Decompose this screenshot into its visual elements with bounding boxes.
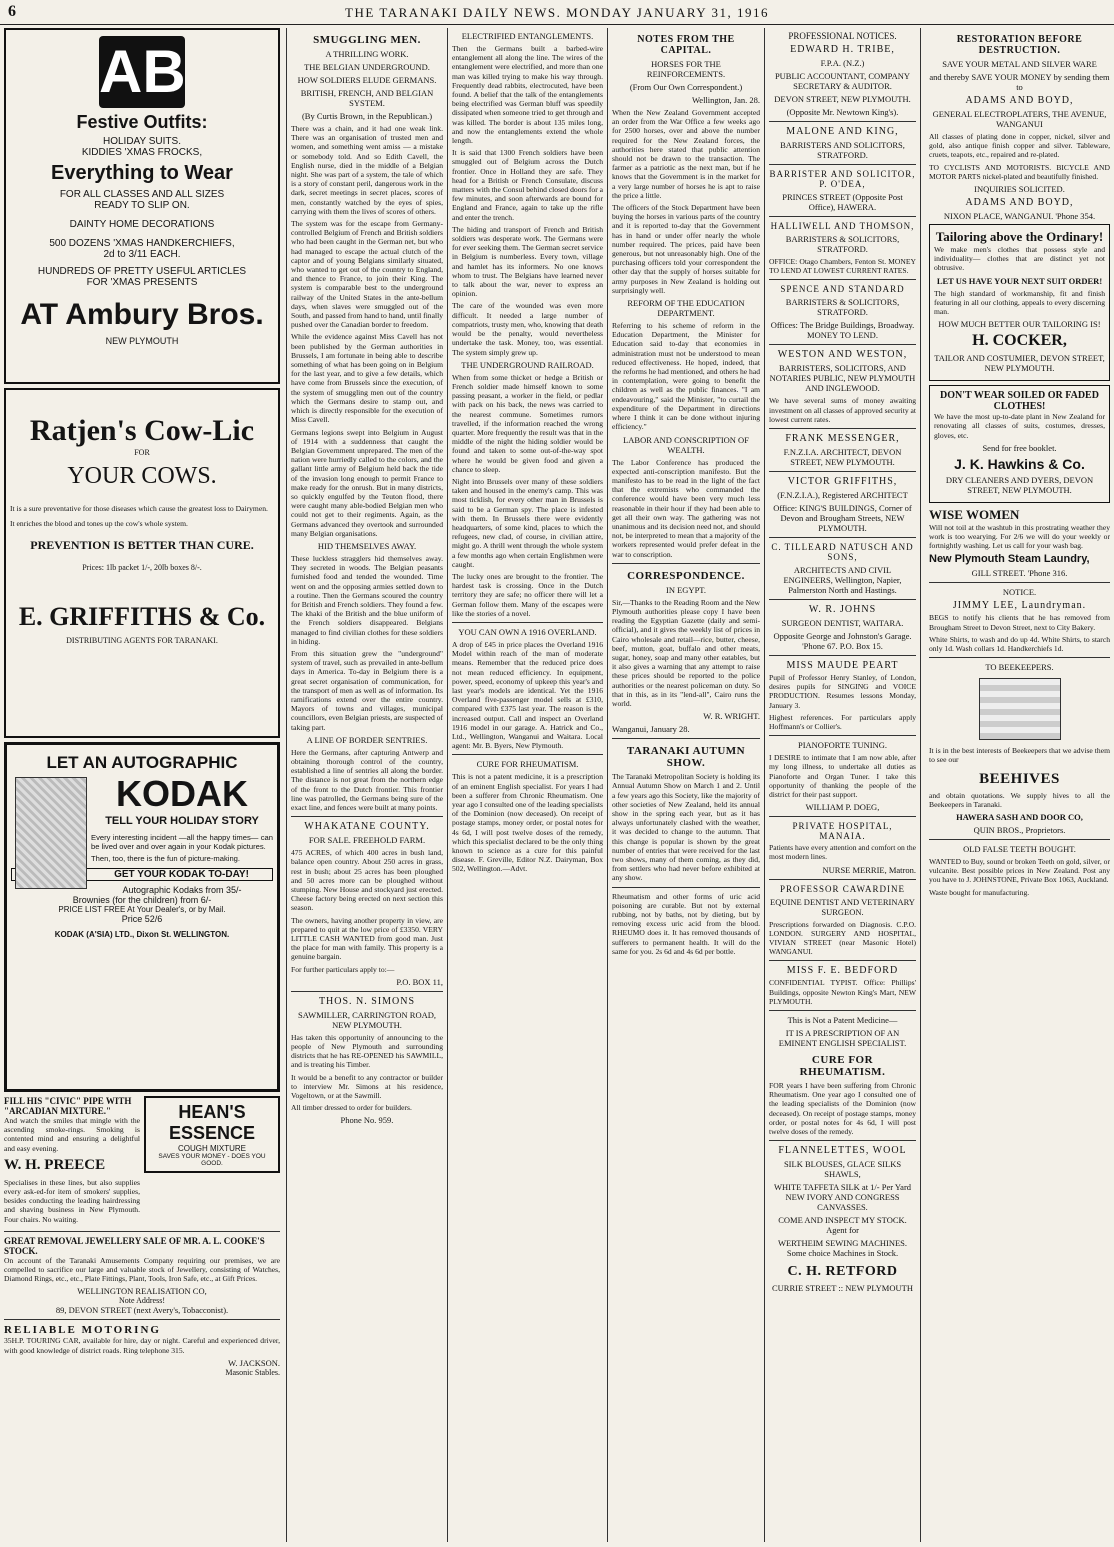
notice-text: We have several sums of money awaiting investment on all classes of approved security at lowest current rates.: [769, 396, 916, 424]
ratjen-ad: [4, 388, 280, 738]
paragraph: Sir,—Thanks to the Reading Room and the New Plymouth authorities please copy I have been reading the Egyptian Gazette (daily and semi-official), and it gives the weekly list of prices in Cairo wholesale and retail—rice, butter, cheese, beef, mutton, goat, buffalo and other meats, sugar, honey, soap and many other eatables, but it also gives a warning that any attempt to raise these prices should be reported to the police authorities or the nearest policeman on duty. So that in this, as in its "lend-all", Cairo runs the world.: [612, 597, 760, 708]
notice-line: Office: KING'S BUILDINGS, Corner of Devon and Brougham Streets, NEW PLYMOUTH.: [773, 503, 912, 534]
ad-line: TAILOR AND COSTUMIER, DEVON STREET, NEW PLYMOUTH.: [934, 353, 1105, 374]
paragraph: When from some thicket or hedge a British or French soldier made himself known to some passing peasant, a worker in the field, or pedlar with pack on his back, the news was carried to the nearest commune. Sometimes rumors travelled, if the information reached the wrong quarter. More frequently the result was that in the middle of the night the hiding soldier would be found and taken to some out-of-the-way spot where he would be given food and given a chance to sleep.: [452, 372, 603, 474]
paragraph: The Taranaki Metropolitan Society is holding its Annual Autumn Show on March 1 and 2. Until a few years ago this Society, like the majority of other societies of New Zealand, held its annual show in the spring each year, but as it has always unfortunately clashed with the weather, it was decided to change to the autumn. That this change is popular is shown by the great number of entries that were received for the last two shows, many of them coming, as they did, from settlers who had never before exhibited at any show.: [612, 772, 760, 883]
ad-text: Specialises in these lines, but also supplies every ask-ed-for item of smokers' supplies, besides conducting the leading hairdressing and shaving business in New Plymouth. Four chairs. No waiting.: [4, 1177, 140, 1224]
column-article-entanglements: [448, 28, 607, 1542]
paragraph: From this situation grew the "underground" system of travel, such as prevailed in ante-bellum days in America. To-day in Belgium there is a great secret organisation of communication, for the transport of men as well as of information. Its ramifications extend over the entire country. Mayors of towns and villages, municipal councillors, even Belgian priests, are suspected of taking part.: [291, 648, 443, 732]
notice-line: CURRIE STREET :: NEW PLYMOUTH: [772, 1283, 913, 1294]
notice-line: IT IS A PRESCRIPTION OF AN EMINENT ENGLISH SPECIALIST.: [778, 1028, 907, 1049]
notice-text: Pupil of Professor Henry Stanley, of London, desires pupils for SINGING and VOICE PRODUCTION. Resumes lessons Monday, January 3.: [769, 673, 916, 710]
ad-text: We have the most up-to-date plant in New Zealand for renovating all classes of suits, costumes, dresses, gloves, etc.: [934, 412, 1105, 440]
notice-name: HALLIWELL AND THOMSON,: [770, 221, 915, 231]
dateline: Wanganui, January 28.: [612, 724, 690, 735]
kodak-heading: LET AN AUTOGRAPHIC: [46, 753, 238, 772]
notice-name: CURE FOR RHEUMATISM.: [799, 1054, 886, 1079]
notice-line: BARRISTERS & SOLICITORS, STRATFORD.: [785, 297, 900, 318]
notice-name: MISS F. E. BEDFORD: [786, 965, 899, 977]
divider: [4, 1231, 280, 1232]
notice-line: NURSE MERRIE, Matron.: [822, 864, 916, 875]
ad-line: and thereby SAVE YOUR MONEY by sending them to: [929, 72, 1110, 92]
article-subhead: CURE FOR RHEUMATISM.: [476, 759, 579, 770]
paragraph: All timber dressed to order for builders.: [291, 1103, 412, 1113]
ad-text: It is a sure preventative for those diseases which cause the greatest loss to Dairymen.: [10, 504, 268, 513]
divider: [612, 887, 760, 888]
divider: [769, 121, 916, 122]
column-article-capital: [608, 28, 764, 1542]
ad-line: KIDDIES 'XMAS FROCKS,: [81, 147, 203, 158]
paragraph: The lucky ones are brought to the frontier. The hardest task is crossing. Once in the Dutch territory they are safe; no officer there will let a German follow them. Many of the escapes were like the stories of a novel.: [452, 571, 603, 618]
ambury-ad: [4, 28, 280, 384]
article-subhead: YOU CAN OWN A 1916 OVERLAND.: [458, 626, 597, 637]
divider: [769, 537, 916, 538]
ad-line: READY TO SLIP ON.: [94, 200, 190, 211]
ad-name: H. COCKER,: [972, 332, 1067, 350]
ad-line: Phone No. 959.: [340, 1115, 394, 1126]
kodak-brand: KODAK: [116, 773, 248, 814]
notice-name: MALONE AND KING,: [786, 126, 899, 137]
article-subhead: ELECTRIFIED ENTANGLEMENTS.: [461, 31, 594, 41]
ad-line: TELL YOUR HOLIDAY STORY: [105, 815, 259, 827]
ad-line: NIXON PLACE, WANGANUI. 'Phone 354.: [943, 211, 1096, 222]
notice-name: BARRISTER AND SOLICITOR, P. O'DEA,: [769, 169, 916, 189]
notice-name: WESTON AND WESTON,: [777, 349, 908, 361]
ad-heading: OLD FALSE TEETH BOUGHT.: [963, 844, 1076, 855]
ad-line: Price 52/6: [121, 913, 163, 924]
ad-line: HOLIDAY SUITS.: [103, 136, 181, 147]
article-subhead: LABOR AND CONSCRIPTION OF WEALTH.: [623, 434, 749, 455]
ad-text: On account of the Taranaki Amusements Company requiring our premises, we are compelled to sacrifice our large and valuable stock of Jewellery, consisting of Watches, Diamond Rings, etc., etc., Plate Fittings, Plant, Tools, Iron Safe, etc., at Gift Prices.: [4, 1255, 280, 1284]
ad-line: Autographic Kodaks from 35/-: [122, 884, 242, 895]
divider: [769, 164, 916, 165]
section-heading: PROFESSIONAL NOTICES.: [788, 31, 897, 41]
ad-name: JIMMY LEE, Laundryman.: [952, 600, 1087, 612]
paragraph: For further particulars apply to:—: [291, 964, 395, 974]
article-subhead: THE UNDERGROUND RAILROAD.: [461, 359, 594, 370]
ad-heading: TO BEEKEEPERS.: [985, 662, 1054, 673]
ads-row: [4, 1096, 280, 1227]
article-subhead: HORSES FOR THE REINFORCEMENTS.: [646, 59, 726, 79]
article-subhead: HID THEMSELVES AWAY.: [317, 540, 417, 551]
notice-line: PRINCES STREET (Opposite Post Office), HAWERA.: [782, 192, 903, 212]
notice-line: DEVON STREET, NEW PLYMOUTH.: [774, 94, 911, 104]
notice-line: Offices: The Bridge Buildings, Broadway. MONEY TO LEND.: [770, 320, 915, 341]
notice-name: EDWARD H. TRIBE,: [790, 44, 895, 55]
paragraph: Has taken this opportunity of announcing to the people of New Plymouth and surrounding districts that he has RE-OPENED his SAWMILL, and is treating his Timber.: [291, 1032, 443, 1070]
notice-text: Patients have every attention and comfort on the most modern lines.: [769, 843, 916, 862]
notice-text: I DESIRE to intimate that I am now able, after my long illness, to undertake all duties as Pianoforte and Organ Tuner. I take this opportunity of thanking the people of the district for their past support.: [769, 753, 916, 800]
paragraph: Referring to his scheme of reform in the Education Department, the Minister for Education said to-day that economies in administration must not be understood to mean reduced effectiveness. He hoped, indeed, that the reforms he had mentioned, and others he had in contemplation, were going to benefit the children as well as the public finances. "I am endeavouring," said the Minister, "to curtail the expenditure of the Department in directions where I think it can be done without injuring efficiency.": [612, 321, 760, 432]
ad-heading: WISE WOMEN: [929, 506, 1020, 522]
beehive-image: [979, 678, 1061, 740]
notice-line: (F.N.Z.I.A.), Registered ARCHITECT: [777, 490, 908, 501]
divider: [612, 563, 760, 564]
divider: [769, 344, 916, 345]
paragraph: This is not a patent medicine, it is a prescription of an eminent English specialist. For years I had been a sufferer from Chronic Rheumatism. One year ago I consulted one of the leading specialists of the Dominion (now deceased). On receipt of postage stamps, money order, or postal notes for 4s 6d, I will post twelve doses of the remedy, which this specialist declared to be the only thing known to science as a cure for this painful disease. F. Greville, Editor N.Z. Dairyman, Box 502, Wellington.—Advt.: [452, 772, 603, 874]
paragraph: The Labor Conference has produced the expected anti-conscription manifesto. But the manifesto has to be read in the light of the fact that the extremists who commanded the conference would have been very much less reasonable in their hour if they had been able to get all their own way. The gathering was not unanimous and its decision need not, and should not, be interpreted to mean that a majority of the workers represented would prefer defeat in the war to conscription.: [612, 457, 760, 559]
notice-name: VICTOR GRIFFITHS,: [787, 476, 898, 488]
hawkins-ad: [929, 385, 1110, 503]
article-subhead: A LINE OF BORDER SENTRIES.: [306, 734, 428, 745]
paragraph: It is said that 1300 French soldiers have been smuggled out of Belgium across the Dutch frontier. Once in Holland they are safe. They head for a British or French Consulate, discuss matters with the Consul behind closed doors for a few minutes, and soon afterwards are bound for England and France, again to take up the rifle and enter the trench.: [452, 148, 604, 222]
notice-line: WHITE TAFFETA SILK at 1/- Per Yard NEW IVORY AND CONGRESS CANVASSES.: [773, 1182, 912, 1213]
ad-line: DRY CLEANERS AND DYERS, DEVON STREET, NEW PLYMOUTH.: [945, 474, 1094, 495]
divider: [769, 428, 916, 429]
divider: [929, 839, 1110, 840]
divider: [769, 1140, 916, 1141]
divider: [612, 738, 760, 739]
article-headline: NOTES FROM THE CAPITAL.: [637, 34, 735, 56]
divider: [291, 991, 443, 992]
page-number: 6: [8, 3, 16, 20]
notice-line: F.N.Z.I.A. ARCHITECT, DEVON STREET, NEW PLYMOUTH.: [783, 447, 902, 468]
ad-heading: DON'T WEAR SOILED OR FADED CLOTHES!: [940, 390, 1099, 413]
ad-heading: WHAKATANE COUNTY.: [304, 821, 430, 833]
heans-box: [144, 1096, 280, 1173]
dateline: Wellington, Jan. 28.: [691, 95, 760, 105]
ad-text: 35H.P. TOURING CAR, available for hire, day or night. Careful and experienced driver, with good knowledge of district roads. Ring telephone 315.: [4, 1336, 280, 1355]
paragraph: The hiding and transport of French and British soldiers was desperate work. The Germans were for ever seeking them. The German secret service in Belgium is numberless. Every town, village and hamlet has its informers. No one knows whom to trust. The Belgians have learned never to talk about the war, never to express an opinion.: [452, 224, 603, 299]
preece-name: W. H. PREECE: [4, 1156, 106, 1173]
ad-text: All classes of plating done in copper, nickel, silver and gold, also antique finish copper and silver. Tableware, cruets, teapots, etc., repaired and re-plated.: [929, 132, 1110, 160]
byline: (From Our Own Correspondent.): [629, 82, 743, 92]
notice-name: C. TILLEARD NATUSCH AND SONS,: [771, 542, 914, 563]
divider: [769, 1010, 916, 1011]
divider: [452, 754, 603, 755]
notice-name: PIANOFORTE TUNING.: [797, 740, 888, 751]
article-headline: SMUGGLING MEN.: [313, 34, 421, 46]
ad-line: GET YOUR KODAK TO-DAY!: [11, 868, 273, 881]
article-subhead: HOW SOLDIERS ELUDE GERMANS.: [297, 75, 437, 85]
paragraph: While the evidence against Miss Cavell has not been published by the German authorities in Brussels, I am fortunate in being able to describe something of what has been going on in Belgium for the last year, and to give a few details, which have come from Brussels since the execution, of the system of smuggling men out of the country which the Germans desire to stamp out, and which is directly responsible for the execution of Miss Cavell.: [291, 332, 443, 425]
notice-name: FLANNELETTES, WOOL: [778, 1145, 907, 1157]
paragraph: There was a chain, and it had one weak link. There was an organisation of trusted men and women, and something went amiss — a mistake or somebody told. And so Edith Cavell, the English nurse, died in the middle of a Belgian night. She was part of a system, the tale of which is a story of constant peril, dangerous work in the dark, secret meetings in secret places, scores of men, constantly watched by the eyes of spies, carrying with them the lives of scores of others.: [291, 124, 443, 216]
ad-name: ADAMS AND BOYD,: [965, 95, 1074, 106]
paragraph: The officers of the Stock Department have been buying the horses in various parts of the country and it is reported to-day that the Government has in hand or under offer nearly the whole number required. The prices, paid have been generous, but not unreasonably high. One of the purchasing officers told your correspondent the other day that the supply of horses suitable for army purposes in New Zealand is holding out surprisingly well.: [612, 203, 760, 295]
ad-line: P.O. BOX 11,: [396, 976, 443, 987]
ad-text: Will not toil at the washtub in this prostrating weather they work is too wearying. For 2/6 we will do your weekly or fortnightly washing. Let us call for your wash bag.: [929, 522, 1110, 551]
newspaper-title: THE TARANAKI DAILY NEWS. MONDAY JANUARY 31, 1916: [345, 5, 769, 20]
ad-line: W. JACKSON.: [228, 1357, 280, 1368]
heans-ad: [144, 1096, 280, 1227]
masthead: [0, 0, 1114, 25]
ad-name: BEEHIVES: [979, 770, 1060, 787]
article-subhead: THE BELGIAN UNDERGROUND.: [304, 62, 430, 72]
notice-line: SILK BLOUSES, GLACE SILKS SHAWLS,: [783, 1159, 902, 1180]
paragraph: Rheumatism and other forms of uric acid poisoning are curable. But not by external rubbing, not by baths, not by dieting, but by removing excess uric acid from the blood. RHEUMO does it. It has removed thousands of sufferers to permanent health. It will do the same for you. 2s 6d and 4s 6d per bottle.: [612, 891, 760, 956]
ad-text: White Shirts, to wash and do up 4d. White Shirts, to starch only 1d. Wash collars 1d. Handkerchiefs 1d.: [929, 634, 1110, 654]
ambury-name: AT Ambury Bros.: [20, 298, 264, 331]
ad-heading: RESTORATION BEFORE DESTRUCTION.: [956, 34, 1083, 56]
festive-heading: Festive Outfits:: [76, 112, 208, 132]
ratjen-title: Ratjen's Cow-Lic: [29, 414, 255, 447]
article-headline: TARANAKI AUTUMN SHOW.: [626, 745, 746, 770]
ad-line: DISTRIBUTING AGENTS FOR TARANAKI.: [66, 636, 218, 646]
ad-line: HOW MUCH BETTER OUR TAILORING IS!: [938, 319, 1101, 330]
notice-line: WERTHEIM SEWING MACHINES. Some choice Machines in Stock.: [777, 1238, 908, 1259]
spacer: [921, 28, 929, 1542]
column-professional-notices: [765, 28, 920, 1542]
ad-line: KODAK (A'SIA) LTD., Dixon St. WELLINGTON.: [54, 929, 230, 939]
ad-line: 89, DEVON STREET (next Avery's, Tobacconist).: [55, 1305, 229, 1316]
notice-line: (Opposite Mr. Newtown King's).: [786, 107, 899, 117]
divider: [769, 599, 916, 600]
ad-text: BEGS to notify his clients that he has removed from Brougham Street to Devon Street, next to City Bakery.: [929, 613, 1110, 632]
ad-name: New Plymouth Steam Laundry,: [929, 553, 1090, 566]
column-article-smuggling: [287, 28, 447, 1542]
notice-line: BARRISTERS AND SOLICITORS, STRATFORD.: [780, 140, 905, 160]
notice-line: This is Not a Patent Medicine—: [787, 1015, 898, 1026]
ad-line: Send for free booklet.: [982, 442, 1057, 453]
ad-line: RELIABLE MOTORING: [4, 1324, 161, 1337]
article-subhead: REFORM OF THE EDUCATION DEPARTMENT.: [627, 298, 745, 319]
ad-name: J. K. Hawkins & Co.: [954, 455, 1085, 472]
divider: [769, 655, 916, 656]
ad-line: Prices: 1lb packet 1/-, 20lb boxes 8/-.: [82, 563, 202, 573]
ad-line: FOR SALE. FREEHOLD FARM.: [308, 835, 426, 846]
notice-line: EQUINE DENTIST AND VETERINARY SURGEON.: [770, 896, 915, 917]
ad-line: QUIN BROS., Proprietors.: [973, 825, 1066, 836]
ad-line: WELLINGTON REALISATION CO,: [77, 1286, 207, 1297]
spacer: [765, 28, 773, 1542]
ad-text: TO CYCLISTS AND MOTORISTS. BICYCLE AND MOTOR PARTS nickel-plated and beautifully finished.: [929, 162, 1110, 181]
divider: [769, 279, 916, 280]
notice-name: FRANK MESSENGER,: [785, 433, 900, 445]
notice-line: Opposite George and Johnston's Garage. 'Phone 67. P.O. Box 15.: [773, 631, 912, 652]
paragraph: 475 ACRES, of which 400 acres in bush land, balance open country. About 250 acres in grass, rest in bush; about 25 acres has been ploughed and 50 acres more can be ploughed without stumping. New House and stockyard just erected. Cheese factory being erected on next section this season.: [291, 848, 443, 913]
paragraph: The system was for the escape from Germany-controlled Belgium of French and British soldiers who had been caught in the German net, but who had managed to escape the actual clutch of the captor and of young Belgians similarly situated, who wanted to get out of the country to England, and thence to France, to join their King. The system is comparable best to the underground railway of the United States in the ante-bellum days, when slaves were smuggled out of the South, and passed from hand to hand, until finally pushed over the Canadian border to freedom.: [291, 219, 443, 330]
ad-line: DAINTY HOME DECORATIONS: [69, 219, 215, 230]
notice-line: F.P.A. (N.Z.): [820, 58, 865, 68]
paragraph: It would be a benefit to any contractor or builder to interview Mr. Simons at his residence, Vogeltown, or at the Sawmill.: [291, 1072, 443, 1101]
camera-image: [15, 777, 87, 889]
paragraph: When the New Zealand Government accepted an order from the War Office a few weeks ago for 2500 horses, over and above the number required for the New Zealand forces, the authorities here stated that public attention should not be drawn to the transaction. The farmer as a patriotic as the next man, but if he knows that the Government is in the market for a very large number of horses he is apt to raise the price a little.: [612, 108, 760, 200]
divider: [4, 1319, 280, 1320]
notice-line: WILLIAM P. DOEG,: [805, 802, 880, 813]
notice-line: SURGEON DENTIST, WAITARA.: [781, 618, 904, 629]
ad-text: and obtain quotations. We supply hives to all the Beekeepers in Taranaki.: [929, 790, 1110, 809]
ad-text: The high standard of workmanship, fit and finish featuring in all our clothing, appeals to every discerning man.: [934, 288, 1105, 317]
notice-line: BARRISTERS, SOLICITORS, AND NOTARIES PUBLIC, NEW PLYMOUTH AND INGLEWOOD.: [769, 363, 916, 394]
ad-line: SAVE YOUR METAL AND SILVER WARE: [942, 59, 1097, 69]
ad-line: FOR: [134, 448, 150, 457]
kodak-ad: [4, 742, 280, 1092]
notice-name: W. R. JOHNS: [808, 604, 877, 616]
paragraph: These luckless stragglers hid themselves away. They secreted in woods. The Belgian peasants furnished food and tended the wounded. Time went on and the opposing armies settled down to a routine. Then the Germans scoured the country for British and French soldiers. They found a few. The khaki of the British and the blue uniform of the French soldiers disappeared. Belgians managed to find civilian clothes for these soldiers in hiding.: [291, 553, 443, 646]
ad-name: HAWERA SASH AND DOOR CO,: [956, 812, 1083, 823]
column-right-ads: [929, 28, 1110, 1542]
ab-logo: AB: [99, 36, 185, 108]
notice-name: SPENCE AND STANDARD: [780, 284, 905, 295]
article-subhead: A THRILLING WORK.: [325, 49, 409, 59]
notice-name: PROFESSOR CAWARDINE: [779, 883, 906, 894]
article-headline: CORRESPONDENCE.: [627, 569, 745, 582]
heans-brand: HEAN'S ESSENCE: [168, 1102, 256, 1143]
notice-name: PRIVATE HOSPITAL, MANAIA.: [792, 821, 893, 842]
ad-line: GENERAL ELECTROPLATERS, THE AVENUE, WANGANUI: [932, 109, 1107, 129]
article-subhead: IN EGYPT.: [666, 584, 706, 595]
notice-line: PUBLIC ACCOUNTANT, COMPANY SECRETARY & AUDITOR.: [774, 71, 911, 91]
ad-line: HUNDREDS OF PRETTY USEFUL ARTICLES: [37, 266, 247, 277]
divider: [769, 216, 916, 217]
ad-heading: Tailoring above the Ordinary!: [935, 229, 1104, 245]
notice-text: CONFIDENTIAL TYPIST. Office: Phillips' Buildings, opposite Newton King's Mart, NEW PLYMOUTH.: [769, 978, 916, 1006]
ad-text: We make men's clothes that possess style and individuality— clothes that are distinct yet not obtrusive.: [934, 245, 1105, 273]
notice-text: Highest references. For particulars apply Hoffmann's or Collier's.: [769, 712, 916, 732]
ad-line: COUGH MIXTURE: [178, 1144, 246, 1153]
ad-line: PRICE LIST FREE At Your Dealer's, or by Mail.: [58, 904, 226, 914]
divider: [929, 657, 1110, 658]
paragraph: Germans legions swept into Belgium in August of 1914 with a suddenness that caught the Belgian Government unprepared. The men of the nation were hurriedly called to the colors, and the gallant little army of Belgium held back the tide of the invasion long enough to permit France to make ready for the onrush. But in many districts, so quickly engulfed by the Teuton flood, there were caught many able-bodied Belgian men who could not get to their regiments. Again, as the Germans advanced they overtook and surrounded many Belgian organisations.: [291, 427, 443, 538]
ad-heading: THOS. N. SIMONS: [318, 995, 416, 1007]
notice-line: COME AND INSPECT MY STOCK. Agent for: [778, 1215, 907, 1236]
paragraph: Night into Brussels over many of these soldiers taken and housed in the enemy's camp. This was most ticklish, for every other man in Brussels is said to be a German spy. The place is infested with them. In Brussels there were evidently headquarters, of some kind, places to which the refugees, new clad, of course, in civilian attire, might go. A thrill went through the whole system a few months ago when certain Englishmen were caught.: [452, 476, 603, 569]
paragraph: The owners, having another property in view, are prepared to quit at the low price of £3350. VERY LITTLE CASH WANTED from good man. Just the place for man with family. This property is a genuine bargain.: [291, 915, 443, 962]
ad-line: Note Address!: [119, 1296, 165, 1306]
notice-name: MISS MAUDE PEART: [786, 660, 899, 672]
your-cows: YOUR COWS.: [67, 463, 217, 489]
ad-text: Then, too, there is the fun of picture-making.: [91, 854, 241, 864]
right-split: [925, 28, 1110, 1542]
ad-line: 2d to 3/11 EACH.: [103, 249, 181, 260]
ad-line: SAWMILLER, CARRINGTON ROAD, NEW PLYMOUTH.: [298, 1009, 436, 1030]
divider: [291, 816, 443, 817]
ad-text: And watch the smiles that mingle with the ascending smoke-rings. Smoking is contented mind and ensuring a delightful and easy evening.: [4, 1116, 140, 1153]
column-insurance-and-ads: [921, 28, 1114, 1542]
divider: [769, 960, 916, 961]
ad-line: INQUIRIES SOLICITED.: [974, 184, 1065, 195]
everything-heading: Everything to Wear: [51, 162, 233, 184]
cocker-ad: [929, 224, 1110, 381]
ad-line: PREVENTION IS BETTER THAN CURE.: [30, 538, 254, 553]
griffiths-name: E. GRIFFITHS & Co.: [18, 602, 266, 632]
ad-name: ADAMS AND BOYD,: [965, 197, 1074, 209]
ad-line: LET US HAVE YOUR NEXT SUIT ORDER!: [936, 275, 1103, 286]
ad-line: FOR 'XMAS PRESENTS: [86, 277, 198, 288]
divider: [929, 582, 1110, 583]
divider: [769, 471, 916, 472]
divider: [452, 622, 603, 623]
column-ads-left: [0, 28, 284, 1542]
paragraph: Here the Germans, after capturing Antwerp and obtaining thorough control of the country, established a line of sentries all along the border. The distance is not great from the northern edge of the front to the Dutch frontier. This frontier line was patrolled, the Germans being sure of the exact line, and fences were built at many points.: [291, 747, 443, 813]
divider: [769, 816, 916, 817]
ad-text: Waste bought for manufacturing.: [929, 887, 1030, 897]
signature: W. R. WRIGHT.: [703, 711, 760, 722]
ad-line: FOR ALL CLASSES AND ALL SIZES: [59, 189, 225, 200]
ad-line: Brownies (for the children) from 6/-: [72, 894, 212, 905]
notice-text: OFFICE: Otago Chambers, Fenton St. MONEY TO LEND AT LOWEST CURRENT RATES.: [769, 257, 916, 276]
notice-text: Prescriptions forwarded on Diagnosis. C.P.O. LONDON. SURGERY AND HOSPITAL, VIVIAN STREET (near Masonic Hotel) WANGANUI.: [769, 919, 916, 957]
byline: (By Curtis Brown, in the Republican.): [301, 111, 433, 121]
paragraph: The care of the wounded was even more difficult. It needed a large number of compatriots, trusty men, who, knowing that death would be the penalty, would nevertheless undertake the task. Money, too, was essential. The system simply grew up.: [452, 301, 603, 357]
paragraph: Then the Germans built a barbed-wire entanglement all along the line. The wires of the entanglement were electrified, and more than one man was killed trying to make his way through. Frequently dead rabbits, electrocuted, have been found. A belief that the talk of the entanglements being electrified was German bluff was speedily dissipated when someone tried to get through and was killed. The border is about 135 miles long, and now the entanglements extend the whole length.: [452, 44, 603, 146]
preece-ad: [4, 1096, 140, 1227]
ad-text: WANTED to Buy, sound or broken Teeth on gold, silver, or vulcanite. Best possible prices in New Zealand. Post any you have to J. JOHNSTONE, Private Box 1063, Auckland.: [929, 857, 1110, 885]
ad-heading: NOTICE.: [1002, 587, 1037, 598]
article-subhead: BRITISH, FRENCH, AND BELGIAN SYSTEM.: [300, 88, 434, 108]
ad-text: It is in the best interests of Beekeepers that we advise them to see our: [929, 746, 1110, 765]
ad-line: NEW PLYMOUTH: [105, 336, 179, 346]
notice-name: C. H. RETFORD: [787, 1264, 898, 1280]
notice-text: FOR years I have been suffering from Chronic Rheumatism. One year ago I consulted one of the leading specialists of the Dominion (now deceased). On receipt of postage stamps, money order, or postal notes for 4s 6d, I will post twelve doses of the remedy.: [769, 1081, 916, 1137]
paragraph: A drop of £45 in price places the Overland 1916 Model within reach of the man of moderate means. Remember that the reduced price does not mean reduced efficiency. In equipment, power, speed, economy of upkeep this year's and last year's models are identical. Yet the 1916 Overland five-passenger model sells at £310, compared with £375 last year. The reason is the increased output. Call and inspect an Overland 1916 model in our garage. A. Hatrick and Co., Ltd., Wellington, Wanganui and Waitara. Local agent: Mr. B. Byers, New Plymouth.: [452, 639, 603, 751]
ad-text: Every interesting incident —all the happy times— can be lived over and over again in your Kodak pictures.: [91, 833, 273, 852]
notice-line: ARCHITECTS AND CIVIL ENGINEERS, Wellington, Napier, Palmerston North and Hastings.: [783, 565, 902, 596]
ad-line: GREAT REMOVAL JEWELLERY SALE OF MR. A. L. COOKE'S STOCK.: [4, 1235, 265, 1256]
ad-line: FILL HIS "CIVIC" PIPE WITH "ARCADIAN MIXTURE.": [4, 1096, 132, 1116]
divider: [769, 735, 916, 736]
ad-line: Masonic Stables.: [225, 1367, 280, 1377]
ad-line: 500 DOZENS 'XMAS HANDKERCHIEFS,: [49, 238, 235, 249]
divider: [769, 879, 916, 880]
notice-line: BARRISTERS & SOLICITORS, STRATFORD.: [785, 234, 900, 254]
ad-line: SAVES YOUR MONEY - DOES YOU GOOD.: [158, 1153, 266, 1167]
ad-text: It enriches the blood and tones up the cow's whole system.: [10, 519, 188, 529]
ad-line: GILL STREET. 'Phone 316.: [971, 568, 1068, 579]
